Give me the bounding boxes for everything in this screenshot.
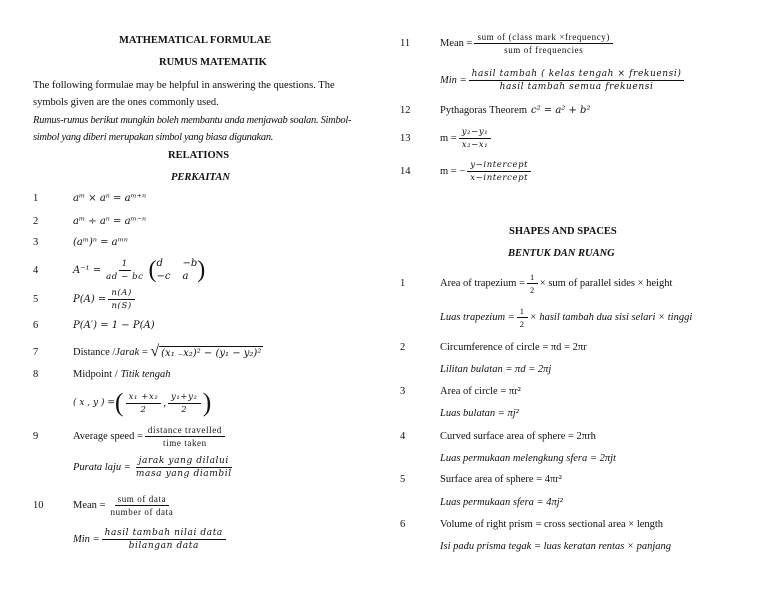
page-subtitle: RUMUS MATEMATIK (159, 57, 267, 68)
formula-14 (400, 160, 533, 183)
formula-label: Average speed = (73, 431, 143, 442)
formula-number: 2 (33, 216, 39, 227)
formula-expression: (aᵐ)ⁿ = aᵐⁿ (73, 237, 128, 248)
fraction: $\frac{\text{hasil tambah ( kelas tengah × frekuensi)}}{\text{hasil tambah semua frekuensi}}$ (469, 69, 685, 92)
formula-11 (400, 32, 615, 55)
shape-5-ms: Luas permukaan sfera = 4πj² (440, 497, 563, 508)
formula-expression: Surface area of sphere = 4πr² (440, 474, 562, 485)
intro-en: The following formulae may be helpful in answering the questions. The symbols given are the ones commonly used. (33, 80, 335, 108)
formula-number: 4 (400, 431, 406, 442)
formula-label: Mean = (440, 38, 473, 49)
formula-4 (33, 258, 205, 282)
formula-label-ms: Luas trapezium = (440, 312, 515, 323)
formula-label: m = (440, 133, 457, 144)
fraction: $\frac{\text{sum of data}}{\text{number of data}}$ (110, 494, 174, 517)
formula-8-expression: ( x , y ) = ( $\frac{\text{x₁ +x₂}}{2}$ , $\frac{\text{y₁+y₂}}{2}$ ) (73, 388, 212, 417)
formula-lhs: ( x , y ) = (73, 398, 115, 408)
formula-expression: aᵐ × aⁿ = aᵐ⁺ⁿ (73, 193, 147, 204)
intro-ms: Rumus-rumus berikut mungkin boleh membantu anda menjawab soalan. Simbol-simbol yang diberi merupakan simbol yang biasa digunakan. (33, 115, 352, 143)
shape-3 (400, 386, 521, 397)
formula-expression: aᵐ ÷ aⁿ = aᵐ⁻ⁿ (73, 216, 147, 227)
shape-4 (400, 431, 596, 442)
formula-expression: P(A′) = 1 − P(A) (73, 320, 155, 331)
fraction: $\frac{\text{distance travelled}}{\text{time taken}}$ (145, 425, 225, 448)
formula-label: m = − (440, 166, 466, 177)
formula-expression: Circumference of circle = πd = 2πr (440, 342, 587, 353)
formula-13 (400, 127, 493, 150)
shape-2 (400, 342, 587, 353)
fraction: $\frac{\text{y−intercept}}{\text{x−intercept}}$ (467, 160, 531, 183)
formula-expression-ms: × hasil tambah dua sisi selari × tinggi (529, 312, 693, 323)
fraction: $\frac{1}{ad - bc}$ (106, 258, 144, 282)
bentuk-heading: BENTUK DAN RUANG (508, 248, 615, 259)
formula-expression: Curved surface area of sphere = 2πrh (440, 431, 596, 442)
formula-label: Pythagoras Theorem (440, 105, 527, 116)
formula-10 (33, 494, 178, 517)
shape-2-ms: Lilitan bulatan = πd = 2πj (440, 364, 552, 375)
formula-9-ms (73, 456, 237, 479)
formula-8 (33, 369, 171, 380)
formula-3 (33, 237, 128, 248)
fraction: $\frac{\text{sum of (class mark ×frequency)}}{\text{sum of frequencies}}$ (474, 32, 613, 55)
formula-label-ms: Jarak (115, 346, 140, 358)
formula-label: Area of trapezium = (440, 278, 525, 289)
formula-label-ms: Titik tengah (120, 369, 171, 380)
relations-heading: RELATIONS (168, 150, 230, 161)
shape-6 (400, 519, 663, 530)
formula-number: 3 (33, 237, 39, 248)
formula-number: 9 (33, 431, 39, 442)
formula-lhs: P(A) = (73, 294, 107, 305)
formula-label: Distance / (73, 346, 116, 358)
formula-1 (33, 193, 146, 204)
shape-4-ms: Luas permukaan melengkung sfera = 2πjt (440, 453, 616, 464)
formula-number: 1 (400, 278, 406, 289)
perkaitan-heading: PERKAITAN (171, 172, 230, 183)
fraction: $\frac{\text{x₁ +x₂}}{2}$ (126, 392, 162, 415)
fraction: $\frac{\text{y₂−y₁}}{\text{x₂−x₁}}$ (459, 127, 492, 150)
formula-number: 6 (33, 320, 39, 331)
fraction: $\frac{\text{hasil tambah nilai data}}{\text{bilangan data}}$ (102, 528, 226, 551)
formula-expression: Volume of right prism = cross sectional area × length (440, 519, 664, 530)
formula-number: 2 (400, 342, 406, 353)
formula-expression: c² = a² + b² (531, 105, 591, 116)
formula-12 (400, 105, 590, 116)
formula-number: 11 (400, 38, 411, 49)
formula-label: Mean = (73, 500, 106, 511)
formula-number: 13 (400, 133, 411, 144)
formula-6 (33, 320, 155, 331)
formula-number: 1 (33, 193, 39, 204)
shape-5 (400, 474, 562, 485)
formula-number: 6 (400, 519, 406, 530)
fraction: $\frac{\text{y₁+y₂}}{2}$ (168, 392, 201, 415)
formula-10-ms (73, 528, 228, 551)
fraction: $\frac{\text{jarak yang dilalui}}{\text{masa yang diambil}}$ (135, 456, 232, 479)
formula-label-ms: Min = (440, 75, 467, 86)
shape-3-ms: Luas bulatan = πj² (440, 408, 519, 419)
shape-1 (400, 272, 672, 295)
formula-lhs: A⁻¹ = (73, 264, 102, 276)
shape-1-ms (440, 306, 692, 329)
equals: = (139, 346, 151, 358)
formula-number: 12 (400, 105, 411, 116)
formula-number: 4 (33, 264, 39, 276)
fraction: $\frac{1}{2}$ (527, 272, 538, 295)
formula-number: 14 (400, 166, 411, 177)
formula-11-ms (440, 69, 686, 92)
shape-6-ms: Isi padu prisma tegak = luas keratan rentas × panjang (440, 541, 672, 552)
formula-number: 5 (400, 474, 406, 485)
formula-5 (33, 288, 137, 311)
formula-number: 7 (33, 346, 39, 358)
formula-number: 5 (33, 294, 39, 305)
formula-7: 7 Distance / Jarak = √ (x₁ ₋x₂)² − (y₁ − y₂)² (33, 343, 262, 360)
formula-expression: × sum of parallel sides × height (539, 278, 673, 289)
formula-expression: Area of circle = πr² (440, 386, 521, 397)
formula-label-ms: Purata laju = (73, 462, 131, 473)
fraction: $\frac{1}{2}$ (517, 306, 528, 329)
shapes-heading: SHAPES AND SPACES (509, 226, 617, 237)
formula-number: 10 (33, 500, 44, 511)
formula-number: 8 (33, 369, 39, 380)
formula-2 (33, 216, 146, 227)
formula-label-ms: Min = (73, 534, 100, 545)
fraction: $\frac{n(A)}{n(S)}$ (108, 288, 135, 311)
formula-9 (33, 425, 227, 448)
page-title: MATHEMATICAL FORMULAE (119, 35, 272, 46)
formula-expression: (x₁ ₋x₂)² − (y₁ − y₂)² (161, 347, 262, 359)
formula-number: 3 (400, 386, 406, 397)
formula-label: Midpoint / (73, 369, 118, 380)
matrix: ( d −b −c a ) (148, 257, 206, 283)
